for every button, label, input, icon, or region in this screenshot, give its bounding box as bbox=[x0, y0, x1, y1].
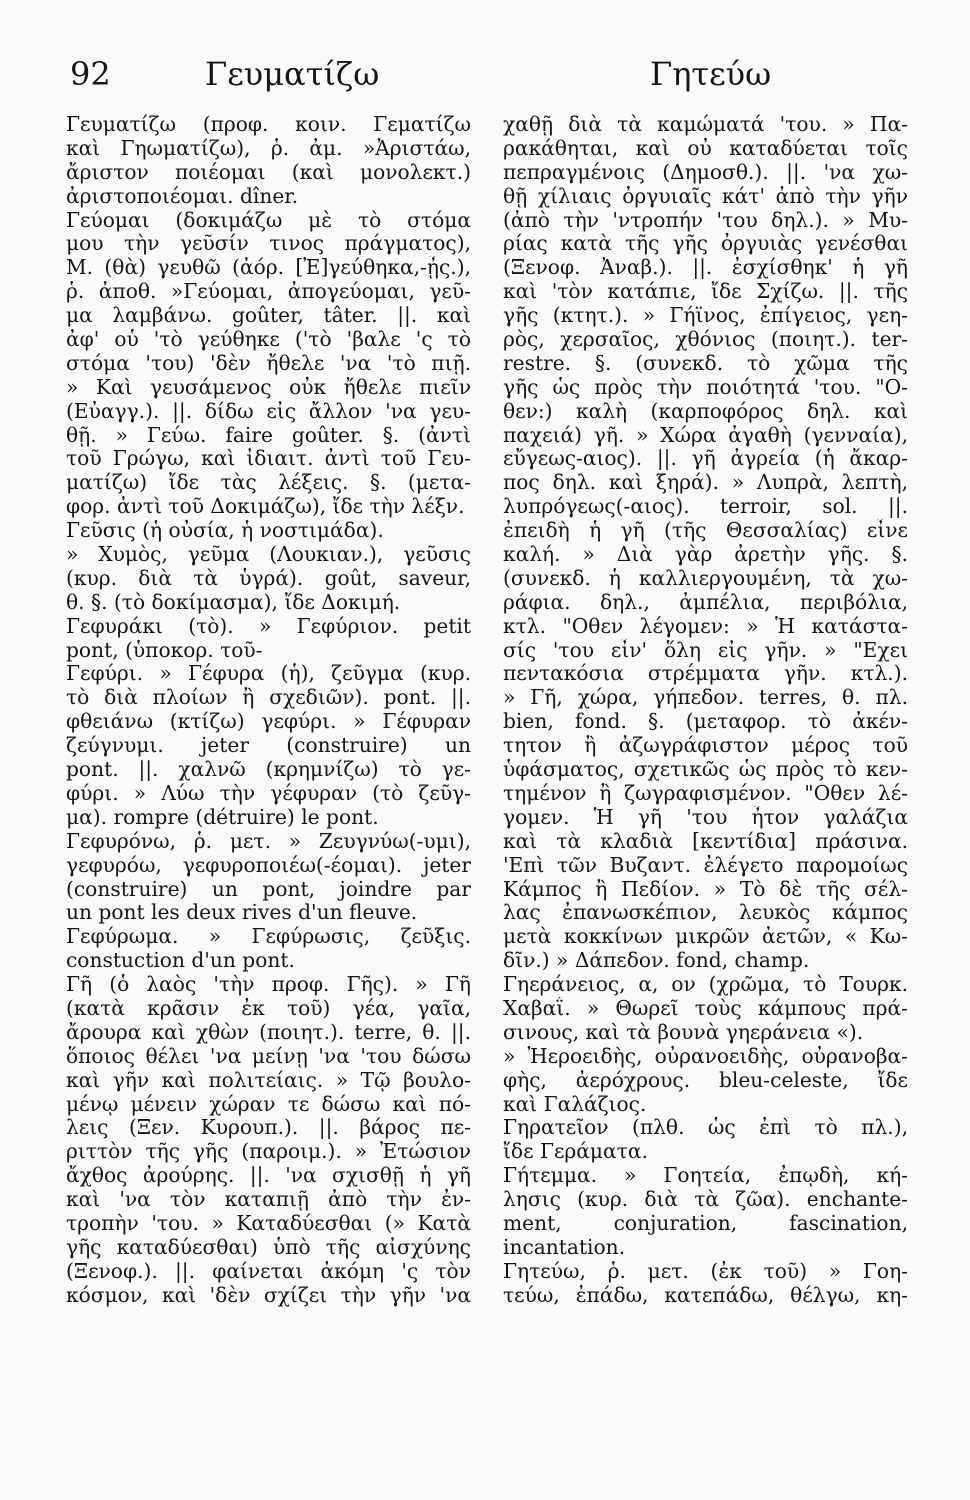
text-line: χαθῇ διὰ τὰ καμώματά 'του. » Πα- bbox=[503, 113, 908, 136]
text-line: καλή. » Διὰ γὰρ ἀρετὴν γῆς. §. bbox=[503, 543, 908, 567]
text-line: Γεφυρόνω, ῥ. μετ. » Ζευγνύω(-υμι), bbox=[66, 829, 471, 853]
text-line: παχειά) γῆ. » Χώρα ἀγαθὴ (γενναία), bbox=[503, 423, 908, 447]
text-line: Μ. (θὰ) γευθῶ (ἀόρ. [Ἐ]γεύθηκα,-ᾖς.), bbox=[66, 256, 471, 280]
left-column bbox=[66, 113, 471, 1308]
text-line: ρίας κατὰ τῆς γῆς ὀργυιὰς γενέσθαι bbox=[503, 232, 908, 256]
text-line: ῥ. ἀποθ. »Γεύομαι, ἀπογεύομαι, γεῦ- bbox=[66, 280, 471, 304]
text-line: ρὸς, χερσαῖος, χθόνιος (ποιητ.). ter- bbox=[503, 328, 908, 352]
right-running-head: Γητεύω bbox=[650, 55, 772, 93]
text-line: τεύω, ἐπάδω, κατεπάδω, θέλγω, κη- bbox=[503, 1283, 908, 1307]
text-line: Γηρατεῖον (πλθ. ὡς ἐπὶ τὸ πλ.), bbox=[503, 1116, 908, 1140]
text-line: ἴδε Γεράματα. bbox=[503, 1140, 648, 1164]
text-line: πεντακόσια στρέμματα γῆν. κτλ.). bbox=[503, 662, 908, 686]
text-line: ἀφ' οὗ 'τὸ γεύθηκε ('τὸ 'βαλε 'ς τὸ bbox=[66, 328, 471, 352]
text-line: γῆς ὡς πρὸς τὴν ποιότητά 'του. "Ο- bbox=[503, 375, 908, 399]
text-line: λυπρόγεως(-αιος). terroir, sol. ||. bbox=[503, 495, 908, 519]
text-line: σινους, καὶ τὰ βουνὰ γηεράνεια «). bbox=[503, 1020, 864, 1044]
text-line: Γευματίζω (προφ. κοιν. Γεματίζω bbox=[66, 113, 471, 136]
text-line: pont. ||. χαλνῶ (κρημνίζω) τὸ γε- bbox=[66, 758, 471, 782]
text-line: (κυρ. διὰ τὰ ὑγρά). goût, saveur, bbox=[66, 566, 471, 590]
page-header bbox=[0, 0, 970, 110]
text-line: θ. §. (τὸ δοκίμασμα), ἴδε Δοκιμή. bbox=[66, 590, 401, 614]
text-line: θῇ χίλιαις ὀργυιαῖς κάτ' ἀπὸ τὴν γῆν bbox=[503, 184, 908, 208]
text-line: ζεύγνυμι. jeter (construire) un bbox=[66, 734, 471, 758]
text-line: incantation. bbox=[503, 1235, 626, 1259]
text-line: γομεν. Ἡ γῆ 'του ἦτον γαλάζια bbox=[503, 805, 908, 829]
text-line: σίς 'του εἶν' ὅλη εἰς γῆν. » "Εχει bbox=[503, 638, 908, 662]
text-line: εὔγεως-αιος). ||. γῆ ἀγρεία (ἡ ἄκαρ- bbox=[503, 447, 908, 471]
text-line: φθειάνω (κτίζω) γεφύρι. » Γέφυραν bbox=[66, 710, 471, 734]
text-line: φορ. ἀντὶ τοῦ Δοκιμάζω), ἴδε τὴν λέξν. bbox=[66, 495, 465, 519]
text-line: ράφια. δηλ., ἀμπέλια, περιβόλια, bbox=[503, 590, 908, 614]
text-line: 'Επὶ τῶν Βυζαντ. ἐλέγετο παρομοίως bbox=[503, 853, 908, 877]
text-line: (Ξενοφ. Ἀναβ.). ||. ἐσχίσθηκ' ἡ γῆ bbox=[503, 256, 908, 280]
text-line: ρακάθηται, καὶ οὐ καταδύεται τοῖς bbox=[503, 136, 908, 160]
text-line: φύρι. » Λύω τὴν γέφυραν (τὸ ζεῦγ- bbox=[66, 781, 471, 805]
text-line: (Ξενοφ.). ||. φαίνεται ἀκόμη 'ς τὸν bbox=[66, 1259, 471, 1283]
text-line: Γεῦσις (ἡ οὐσία, ἡ νοστιμάδα). bbox=[66, 519, 384, 543]
text-line: ἀριστοποιέομαι. dîner. bbox=[66, 184, 299, 208]
text-line: καὶ 'να τὸν καταπιῇ ἀπὸ τὴν ἐν- bbox=[66, 1188, 471, 1212]
text-line: καὶ γῆν καὶ πολιτείαις. » Τῷ βουλο- bbox=[66, 1068, 471, 1092]
text-line: ἄρουρα καὶ χθὼν (ποιητ.). terre, θ. ||. bbox=[66, 1020, 471, 1044]
text-line: καὶ 'τὸν κατάπιε, ἴδε Σχίζω. ||. τῆς bbox=[503, 280, 908, 304]
text-line: τοῦ Γρώγω, καὶ ἰδιαιτ. ἀντὶ τοῦ Γευ- bbox=[66, 447, 471, 471]
text-line: στόμα 'του) 'δὲν ἤθελε 'να 'τὸ πιῇ. bbox=[66, 351, 471, 375]
text-line: πος δηλ. καὶ ξηρά). » Λυπρὰ, λεπτὴ, bbox=[503, 471, 908, 495]
text-line: καὶ Γηωματίζω), ῥ. ἀμ. »Ἀριστάω, bbox=[66, 136, 471, 160]
text-line: ment, conjuration, fascination, bbox=[503, 1211, 908, 1235]
text-line: restre. §. (συνεκδ. τὸ χῶμα τῆς bbox=[503, 351, 908, 375]
text-line: Γητεύω, ῥ. μετ. (ἐκ τοῦ) » Γοη- bbox=[503, 1259, 908, 1283]
text-line: un pont les deux rives d'un fleuve. bbox=[66, 901, 418, 925]
text-line: bien, fond. §. (μεταφορ. τὸ ἀκέν- bbox=[503, 710, 908, 734]
text-line: λησις (κυρ. διὰ τὰ ζῶα). enchante- bbox=[503, 1188, 908, 1212]
text-line: » Γῆ, χώρα, γήπεδον. terres, θ. πλ. bbox=[503, 686, 908, 710]
text-line: (construire) un pont, joindre par bbox=[66, 877, 471, 901]
text-line: Γεφύρι. » Γέφυρα (ἡ), ζεῦγμα (κυρ. bbox=[66, 662, 471, 686]
text-line: μα λαμβάνω. goûter, tâter. ||. καὶ bbox=[66, 304, 471, 328]
text-line: Γεφυράκι (τὸ). » Γεφύριον. petit bbox=[66, 614, 471, 638]
left-running-head: Γευματίζω bbox=[205, 55, 380, 93]
text-line: Γηεράνειος, α, ον (χρῶμα, τὸ Τουρκ. bbox=[503, 973, 908, 997]
text-line: ὑφάσματος, σχετικῶς ὡς πρὸς τὸ κεν- bbox=[503, 758, 908, 782]
text-line: λεις (Ξεν. Κυρουπ.). ||. βάρος πε- bbox=[66, 1116, 471, 1140]
text-line: (ἀπὸ τὴν 'ντροπήν 'του δηλ.). » Μυ- bbox=[503, 208, 908, 232]
text-line: τημένον ἢ ζωγραφισμένον. "Οθεν λέ- bbox=[503, 781, 908, 805]
text-line: Γῆ (ὁ λαὸς 'τὴν προφ. Γῆς). » Γῆ bbox=[66, 973, 471, 997]
text-line: πεπραγμένοις (Δημοσθ.). ||. 'να χω- bbox=[503, 160, 908, 184]
text-line: Γήτεμμα. » Γοητεία, ἐπῳδὴ, κή- bbox=[503, 1164, 908, 1188]
text-line: » Καὶ γευσάμενος οὐκ ἤθελε πιεῖν bbox=[66, 375, 471, 399]
text-line: μα). rompre (détruire) le pont. bbox=[66, 805, 379, 829]
text-line: λας ἐπανωσκέπιον, λευκὸς κάμπος bbox=[503, 901, 908, 925]
text-line: δῖν.) » Δάπεδον. fond, champ. bbox=[503, 949, 810, 973]
text-line: τητον ἢ ἀζωγράφιστον μέρος τοῦ bbox=[503, 734, 908, 758]
text-line: ἄριστον ποιέομαι (καὶ μονολεκτ.) bbox=[66, 160, 471, 184]
text-line: Κάμπος ἢ Πεδίον. » Τὸ δὲ τῆς σέλ- bbox=[503, 877, 908, 901]
text-line: ἄχθος ἀρούρης. ||. 'να σχισθῇ ἡ γῆ bbox=[66, 1164, 471, 1188]
text-line: κτλ. "Οθεν λέγομεν: » Ἡ κατάστα- bbox=[503, 614, 908, 638]
text-line: (Εὐαγγ.). ||. δίδω εἰς ἄλλον 'να γευ- bbox=[66, 399, 471, 423]
page-number: 92 bbox=[70, 55, 111, 93]
text-line: καὶ τὰ κλαδιὰ [κεντίδια] πράσινα. bbox=[503, 829, 908, 853]
text-line: pont, (ὑποκορ. τοῦ- bbox=[66, 638, 263, 662]
text-line: ὅποιος θέλει 'να μείνῃ 'να 'του δώσω bbox=[66, 1044, 471, 1068]
text-line: ριττὸν τῆς γῆς (παροιμ.). » Ἐτώσιον bbox=[66, 1140, 471, 1164]
text-line: μένῳ μένειν χώραν τε δώσω καὶ πό- bbox=[66, 1092, 471, 1116]
text-line: » Χυμὸς, γεῦμα (Λουκιαν.), γεῦσις bbox=[66, 543, 471, 567]
text-line: ἐπειδὴ ἡ γῆ (τῆς Θεσσαλίας) εἶνε bbox=[503, 519, 908, 543]
text-line: τὸ διὰ πλοίων ἢ σχεδιῶν). pont. ||. bbox=[66, 686, 471, 710]
text-line: (συνεκδ. ἡ καλλιεργουμένη, τὰ χω- bbox=[503, 566, 908, 590]
text-line: ματίζω) ἴδε τὰς λέξεις. §. (μετα- bbox=[66, 471, 471, 495]
text-line: (κατὰ κρᾶσιν ἐκ τοῦ) γέα, γαῖα, bbox=[66, 996, 471, 1020]
text-line: τροπὴν 'του. » Καταδύεσθαι (» Κατὰ bbox=[66, 1211, 471, 1235]
text-line: καὶ Γαλάζιος. bbox=[503, 1092, 647, 1116]
text-line: μου τὴν γεῦσίν τινος πράγματος), bbox=[66, 232, 471, 256]
text-line: Γεφύρωμα. » Γεφύρωσις, ζεῦξις. bbox=[66, 925, 471, 949]
text-line: μετὰ κοκκίνων μικρῶν ἀετῶν, « Κω- bbox=[503, 925, 908, 949]
text-line: γεφυρόω, γεφυροποιέω(-έομαι). jeter bbox=[66, 853, 471, 877]
text-line: θεν:) καλὴ (καρποφόρος δηλ. καὶ bbox=[503, 399, 908, 423]
text-line: Γεύομαι (δοκιμάζω μὲ τὸ στόμα bbox=[66, 208, 471, 232]
right-column bbox=[503, 113, 908, 1308]
text-line: φὴς, ἀερόχρους. bleu-celeste, ἴδε bbox=[503, 1068, 908, 1092]
text-line: Χαβαΐ. » Θωρεῖ τοὺς κάμπους πρά- bbox=[503, 996, 908, 1020]
text-line: » Ἠεροειδὴς, οὐρανοειδὴς, οὐρανοβα- bbox=[503, 1044, 908, 1068]
text-line: γῆς (κτητ.). » Γήϊνος, ἐπίγειος, γεη- bbox=[503, 304, 908, 328]
text-line: γῆς καταδύεσθαι) ὑπὸ τῆς αἰσχύνης bbox=[66, 1235, 471, 1259]
text-line: κόσμον, καὶ 'δὲν σχίζει τὴν γῆν 'να bbox=[66, 1283, 471, 1307]
text-line: θῇ. » Γεύω. faire goûter. §. (ἀντὶ bbox=[66, 423, 471, 447]
text-line: constuction d'un pont. bbox=[66, 949, 295, 973]
